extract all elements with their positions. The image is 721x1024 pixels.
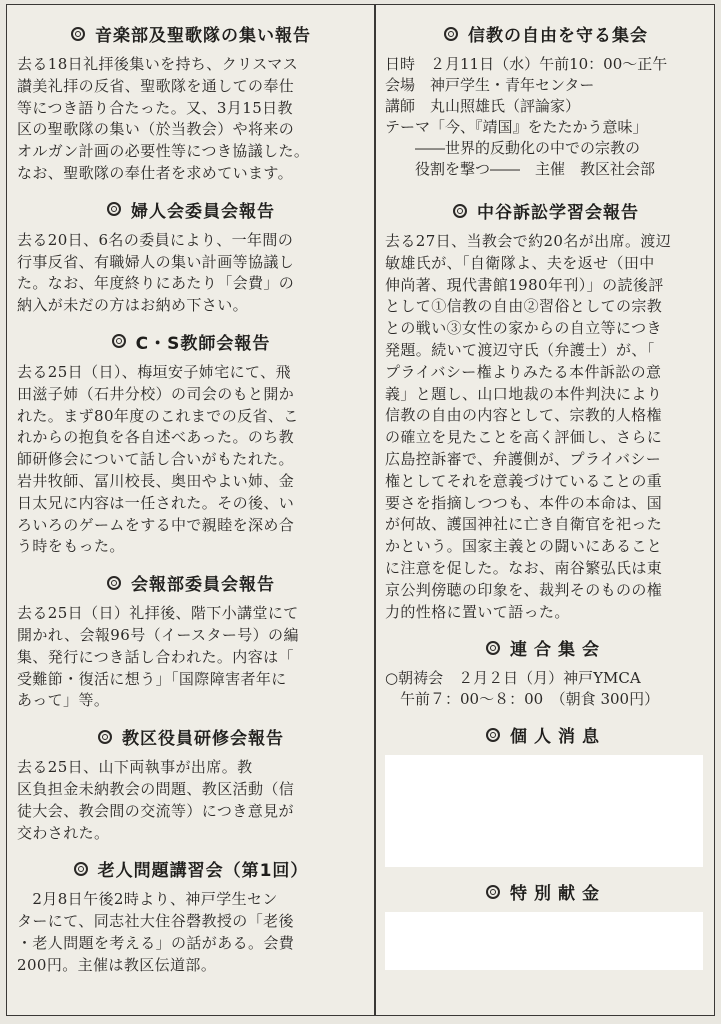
double-circle-icon (486, 885, 500, 899)
section-body: ○朝祷会 ２月２日（月）神戸YMCA 午前７：00〜８：00 （朝食 300円） (385, 669, 660, 709)
religious-freedom-meeting (385, 21, 707, 180)
district-officers-report (17, 724, 365, 844)
double-circle-icon (486, 641, 500, 655)
section-heading: 特別献金 (385, 879, 707, 904)
column-divider (374, 5, 376, 1015)
double-circle-icon (98, 730, 112, 744)
personal-news (385, 722, 707, 867)
double-circle-icon (74, 862, 88, 876)
section-body: 去る20日、6名の委員により、一年間の 行事反省、有職婦人の集い計画等協議し た。なお、年度終りにあたり「会費」の 納入が未だの方はお納め下さい。 (17, 230, 295, 315)
section-body: 去る25日、山下両執事が出席。教 区負担金未納教会の問題、教区活動（信 徒大会、教会間の交流等）につき意見が 交わされた。 (17, 758, 295, 842)
music-choir-report (17, 21, 365, 185)
section-heading: C・S教師会報告 (17, 329, 365, 354)
joint-meeting (385, 635, 707, 710)
section-heading: 婦人会委員会報告 (17, 197, 365, 222)
section-body: 去る25日（日）礼拝後、階下小講堂にて 開かれ、会報96号（イースター号）の編 集、発行につき話し合われた。内容は「 受難節・復活に想う」「国際障害者年に あって」等。 (17, 604, 299, 710)
section-body: 去る25日（日）、梅垣安子姉宅にて、飛 田滋子姉（石井分校）の司会のもと開か れた。まず80年度のこれまでの反省、こ れからの抱負を各自述べあった。のち教 師研修会について話し合いがもたれた。 岩井牧師、冨川校長、奥田やよい姉、金 日太兄に内容は一任された。その後、い ろいろのゲームをする中で親睦を深め合 う時をもった。 (17, 362, 299, 556)
nakaya-lawsuit-report (385, 198, 707, 623)
left-column (17, 15, 365, 989)
womens-committee-report (17, 197, 365, 317)
section-body: 去る27日、当教会で約20名が出席。渡辺 敏雄氏が、「自衛隊よ、夫を返せ（田中 伸尚著、現代書館1980年刊）」の読後評 として①信教の自由②習俗としての宗教 との戦い③女性の家からの自立等につき 発題。続いて渡辺守氏（弁護士）が、「 プライバシー権よりみたる本件訴訟の意 義」と題し、山口地裁の本件判決により 信教の自由の内容として、宗教的人格権 の確立を見たことを高く評価し、さらに 広島控訴審で、弁護側が、プライバシー 権としてそれを意義づけていることの重 要さを指摘しつつも、本件の本命は、国 が何故、護国神社に亡き自衛官を祀った かという。国家主義との闘いにあること に注意を促した。なお、南谷繁弘氏は東 京公判傍聴の印象を、裁判そのものの権 力的性格に置いて語った。 (385, 232, 672, 621)
double-circle-icon (486, 728, 500, 742)
section-heading: 教区役員研修会報告 (17, 724, 365, 749)
section-heading: 個人消息 (385, 722, 707, 747)
double-circle-icon (453, 204, 467, 218)
double-circle-icon (444, 27, 458, 41)
double-circle-icon (112, 334, 126, 348)
double-circle-icon (107, 576, 121, 590)
section-heading: 老人問題講習会（第1回） (17, 856, 365, 881)
section-body: 日時 ２月11日（水）午前10：00〜正午 会場 神戸学生・青年センター 講師 丸山照雄氏（評論家） テーマ「今、『靖国』をたたかう意味」 ――世界的反動化の中での宗教の 役割を撃つ―― 主催 教区社会部 (385, 55, 668, 178)
special-offering (385, 879, 707, 970)
section-heading: 信教の自由を守る集会 (385, 21, 707, 46)
bulletin-committee-report (17, 570, 365, 712)
right-column (385, 15, 707, 982)
section-heading: 会報部委員会報告 (17, 570, 365, 595)
newsletter-page (6, 4, 715, 1016)
redacted-block (385, 755, 703, 867)
cs-teachers-report (17, 329, 365, 558)
section-heading: 音楽部及聖歌隊の集い報告 (17, 21, 365, 46)
section-body: 去る18日礼拝後集いを持ち、クリスマス 讃美礼拝の反省、聖歌隊を通しての奉仕 等につき語り合たった。又、3月15日教 区の聖歌隊の集い（於当教会）や将来の オルガン計画の必要性等につき協議した。 なお、聖歌隊の奉仕者を求めています。 (17, 55, 310, 182)
section-body: 2月8日午後2時より、神戸学生セン ターにて、同志社大住谷磬教授の「老後 ・老人問題を考える」の話がある。会費 200円。主催は教区伝道部。 (17, 890, 295, 974)
section-heading: 中谷訴訟学習会報告 (385, 198, 707, 223)
redacted-block (385, 912, 703, 970)
double-circle-icon (107, 202, 121, 216)
section-heading: 連合集会 (385, 635, 707, 660)
double-circle-icon (71, 27, 85, 41)
elderly-lecture (17, 856, 365, 976)
